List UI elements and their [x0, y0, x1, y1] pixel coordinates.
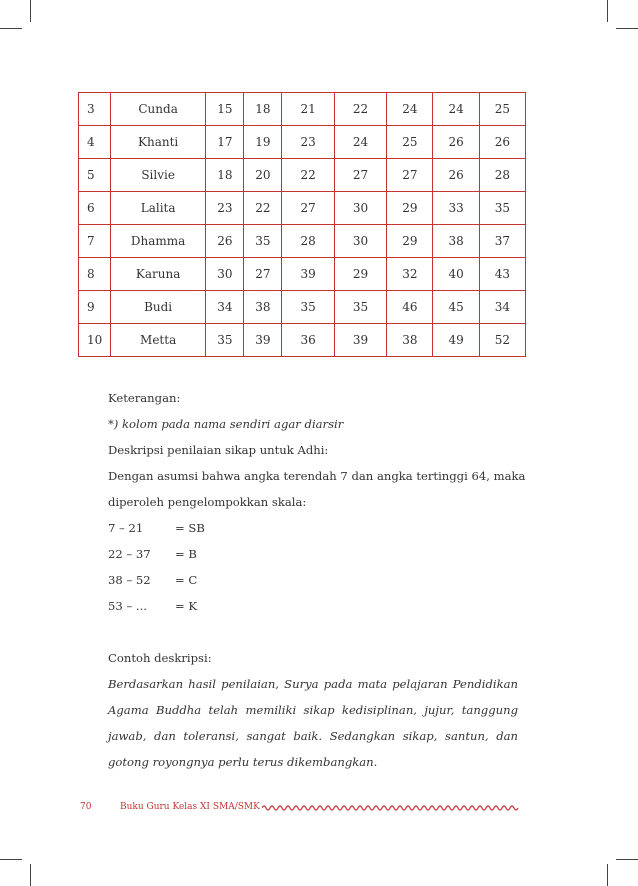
- crop-mark: [30, 864, 31, 886]
- score-cell: 34: [206, 291, 244, 324]
- scale-code: = B: [175, 547, 197, 561]
- table-row: [79, 159, 526, 192]
- score-cell: 23: [206, 192, 244, 225]
- score-cell: 52: [479, 324, 525, 357]
- scale-row: [108, 593, 518, 619]
- score-cell: 35: [206, 324, 244, 357]
- score-cell: 24: [387, 93, 433, 126]
- crop-mark: [607, 0, 608, 22]
- crop-mark: [30, 0, 31, 22]
- scale-row: [108, 567, 518, 593]
- scale-range: 53 – ...: [108, 599, 147, 613]
- score-cell: 39: [282, 258, 334, 291]
- scale-code: = C: [175, 573, 198, 587]
- row-number: 10: [79, 324, 111, 357]
- student-name: Silvie: [110, 159, 206, 192]
- score-cell: 26: [433, 159, 479, 192]
- score-cell: 35: [244, 225, 282, 258]
- score-cell: 34: [479, 291, 525, 324]
- deskripsi-title: Deskripsi penilaian sikap untuk Adhi:: [108, 443, 329, 457]
- score-cell: 30: [206, 258, 244, 291]
- crop-mark: [607, 864, 608, 886]
- asumsi-line: Dengan asumsi bahwa angka terendah 7 dan angka tertinggi 64, maka: [108, 469, 526, 483]
- row-number: 8: [79, 258, 111, 291]
- contoh-line: gotong royongnya perlu terus dikembangkan.: [108, 755, 378, 769]
- crop-mark: [0, 28, 22, 29]
- score-cell: 18: [206, 159, 244, 192]
- score-cell: 26: [479, 126, 525, 159]
- student-name: Lalita: [110, 192, 206, 225]
- score-cell: 27: [282, 192, 334, 225]
- score-cell: 17: [206, 126, 244, 159]
- contoh-title: Contoh deskripsi:: [108, 651, 212, 665]
- row-number: 5: [79, 159, 111, 192]
- crop-mark: [0, 859, 22, 860]
- score-cell: 15: [206, 93, 244, 126]
- spacer: [108, 619, 518, 645]
- score-cell: 28: [282, 225, 334, 258]
- score-cell: 20: [244, 159, 282, 192]
- row-number: 9: [79, 291, 111, 324]
- score-cell: 38: [387, 324, 433, 357]
- scale-range: 7 – 21: [108, 521, 144, 535]
- score-cell: 33: [433, 192, 479, 225]
- scale-code: = K: [175, 599, 198, 613]
- score-cell: 45: [433, 291, 479, 324]
- wave-ornament-icon: [262, 802, 520, 814]
- table-row: [79, 324, 526, 357]
- table-row: [79, 192, 526, 225]
- student-name: Budi: [110, 291, 206, 324]
- keterangan-label: Keterangan:: [108, 391, 181, 405]
- score-cell: 23: [282, 126, 334, 159]
- score-cell: 19: [244, 126, 282, 159]
- student-name: Karuna: [110, 258, 206, 291]
- score-cell: 29: [387, 192, 433, 225]
- book-title: Buku Guru Kelas XI SMA/SMK: [120, 802, 260, 812]
- score-cell: 29: [387, 225, 433, 258]
- contoh-line: jawab, dan toleransi, sangat baik. Sedangkan sikap, santun, dan: [108, 729, 518, 743]
- score-cell: 32: [387, 258, 433, 291]
- table-row: [79, 126, 526, 159]
- contoh-line: Agama Buddha telah memiliki sikap kedisiplinan, jujur, tanggung: [108, 703, 518, 717]
- row-number: 4: [79, 126, 111, 159]
- scale-code: = SB: [175, 521, 205, 535]
- score-cell: 39: [244, 324, 282, 357]
- student-name: Cunda: [110, 93, 206, 126]
- score-cell: 38: [433, 225, 479, 258]
- score-cell: 22: [334, 93, 386, 126]
- score-cell: 49: [433, 324, 479, 357]
- score-cell: 26: [433, 126, 479, 159]
- page-footer: [80, 800, 520, 816]
- crop-mark: [616, 28, 638, 29]
- score-cell: 21: [282, 93, 334, 126]
- table-row: [79, 93, 526, 126]
- score-cell: 30: [334, 225, 386, 258]
- score-cell: 35: [282, 291, 334, 324]
- scale-row: [108, 541, 518, 567]
- contoh-line: Berdasarkan hasil penilaian, Surya pada mata pelajaran Pendidikan: [108, 677, 518, 691]
- score-cell: 35: [479, 192, 525, 225]
- score-cell: 27: [244, 258, 282, 291]
- score-cell: 27: [387, 159, 433, 192]
- score-cell: 18: [244, 93, 282, 126]
- score-cell: 24: [334, 126, 386, 159]
- crop-mark: [616, 859, 638, 860]
- score-cell: 26: [206, 225, 244, 258]
- asumsi-line: diperoleh pengelompokkan skala:: [108, 495, 307, 509]
- score-table: [78, 92, 526, 357]
- kolom-note: *) kolom pada nama sendiri agar diarsir: [108, 417, 344, 431]
- table-row: [79, 291, 526, 324]
- scale-row: [108, 515, 518, 541]
- notes-section: [108, 385, 526, 775]
- score-cell: 27: [334, 159, 386, 192]
- score-cell: 28: [479, 159, 525, 192]
- scale-range: 38 – 52: [108, 573, 151, 587]
- score-cell: 22: [244, 192, 282, 225]
- score-cell: 43: [479, 258, 525, 291]
- score-cell: 37: [479, 225, 525, 258]
- score-cell: 35: [334, 291, 386, 324]
- score-cell: 22: [282, 159, 334, 192]
- table-row: [79, 258, 526, 291]
- score-cell: 40: [433, 258, 479, 291]
- student-name: Metta: [110, 324, 206, 357]
- table-row: [79, 225, 526, 258]
- student-name: Dhamma: [110, 225, 206, 258]
- score-cell: 36: [282, 324, 334, 357]
- score-cell: 24: [433, 93, 479, 126]
- student-name: Khanti: [110, 126, 206, 159]
- page-number: 70: [80, 802, 92, 812]
- scale-range: 22 – 37: [108, 547, 151, 561]
- score-cell: 30: [334, 192, 386, 225]
- score-cell: 46: [387, 291, 433, 324]
- row-number: 6: [79, 192, 111, 225]
- score-cell: 38: [244, 291, 282, 324]
- score-cell: 29: [334, 258, 386, 291]
- score-cell: 39: [334, 324, 386, 357]
- row-number: 3: [79, 93, 111, 126]
- score-cell: 25: [479, 93, 525, 126]
- score-cell: 25: [387, 126, 433, 159]
- row-number: 7: [79, 225, 111, 258]
